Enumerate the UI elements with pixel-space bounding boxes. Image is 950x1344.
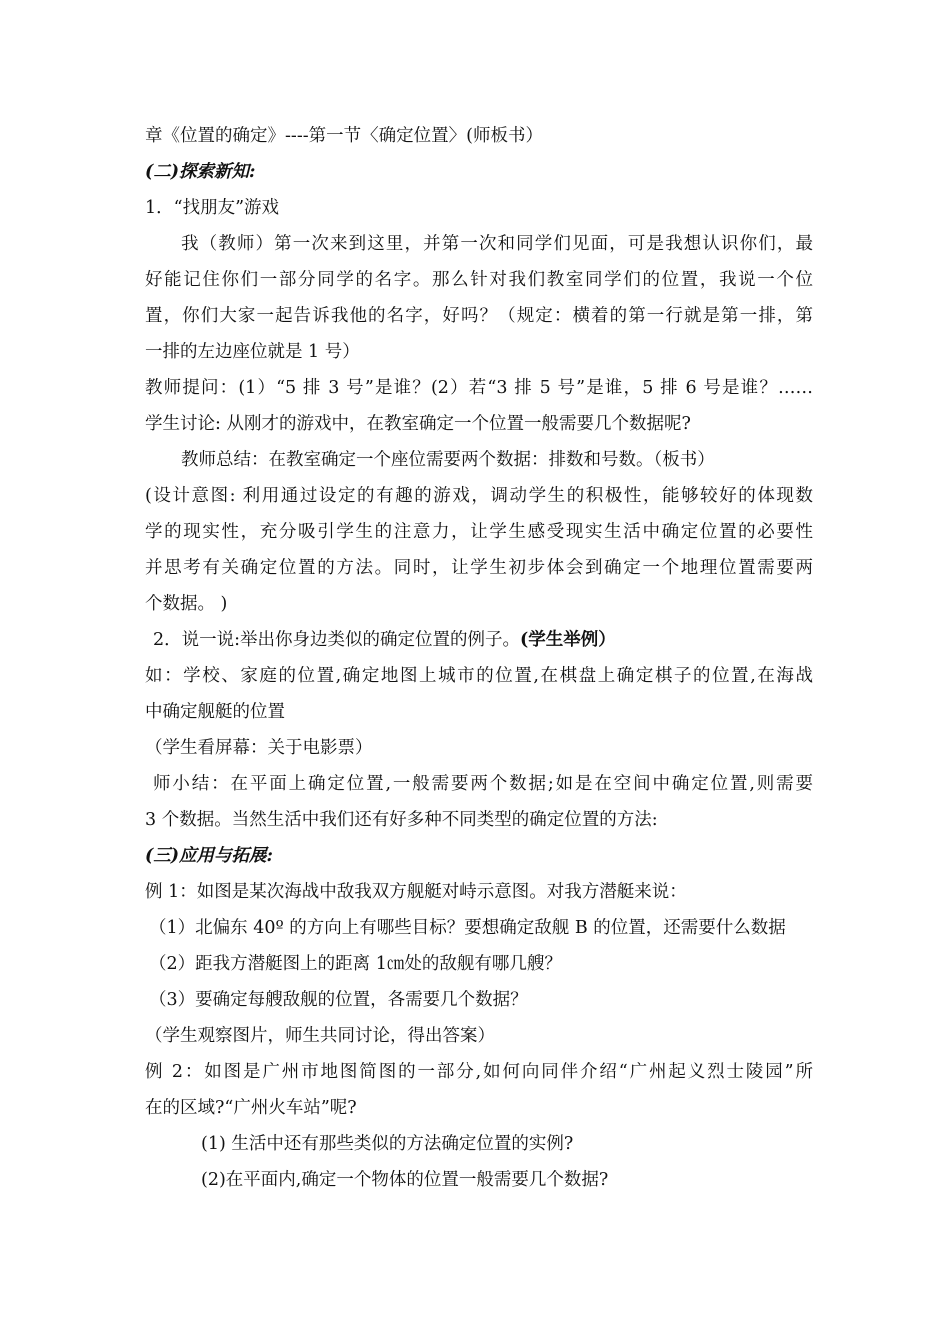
teacher-summary: 教师总结：在教室确定一个座位需要两个数据：排数和号数。（板书）	[181, 450, 715, 470]
student-examples-note: (学生举例）	[520, 630, 616, 650]
example-2-title: 在的区域?“广州火车站”呢?	[145, 1098, 357, 1118]
paragraph-line: 置，你们大家一起告诉我他的名字，好吗？（规定：横着的第一行就是第一排，第	[145, 306, 813, 326]
design-intent-line: 个数据。 )	[145, 594, 228, 614]
activity-title-find-friends: 1．“找朋友”游戏	[145, 198, 280, 218]
paragraph-line: 一排的左边座位就是 1 号）	[145, 342, 360, 362]
follow-up-question-2: (2)在平面内,确定一个物体的位置一般需要几个数据?	[201, 1170, 609, 1190]
example-2-title: 例 2：如图是广州市地图简图的一部分,如何向同伴介绍“广州起义烈士陵园”所	[145, 1062, 813, 1082]
activity-title-say	[145, 622, 813, 658]
section-heading-explore: (二)探索新知:	[145, 162, 256, 182]
section-heading-application: (三)应用与拓展:	[145, 846, 274, 866]
design-intent-line: 学的现实性，充分吸引学生的注意力，让学生感受现实生活中确定位置的必要性	[145, 522, 813, 542]
example-1-question-2: （2）距我方潜艇图上的距离 1㎝处的敌舰有哪几艘？	[149, 954, 562, 974]
example-1-question-1: （1）北偏东 40º 的方向上有哪些目标？要想确定敌舰 B 的位置，还需要什么数据	[149, 918, 786, 938]
screen-note: （学生看屏幕：关于电影票）	[145, 738, 373, 758]
observation-note: （学生观察图片，师生共同讨论，得出答案）	[145, 1026, 495, 1046]
teacher-brief-summary: 师小结：在平面上确定位置,一般需要两个数据;如是在空间中确定位置,则需要	[153, 774, 813, 794]
paragraph-line: 我（教师）第一次来到这里，并第一次和同学们见面，可是我想认识你们，最	[181, 234, 813, 254]
example-line: 如：学校、家庭的位置,确定地图上城市的位置,在棋盘上确定棋子的位置,在海战	[145, 666, 813, 686]
chapter-heading: 章《位置的确定》----第一节〈确定位置〉(师板书）	[145, 126, 543, 146]
activity-say-text: 2．说一说:举出你身边类似的确定位置的例子。	[153, 630, 521, 650]
teacher-brief-summary: 3 个数据。当然生活中我们还有好多种不同类型的确定位置的方法:	[145, 810, 658, 830]
follow-up-question-1: (1) 生活中还有那些类似的方法确定位置的实例?	[201, 1134, 574, 1154]
example-line: 中确定舰艇的位置	[145, 702, 285, 722]
teacher-question: 教师提问：(1）“5 排 3 号”是谁？(2）若“3 排 5 号”是谁，5 排 6 号是谁？……	[145, 378, 813, 398]
document-page	[145, 118, 813, 1198]
student-discussion: 学生讨论: 从刚才的游戏中，在教室确定一个位置一般需要几个数据呢?	[145, 414, 691, 434]
example-1-question-3: （3）要确定每艘敌舰的位置，各需要几个数据？	[149, 990, 528, 1010]
paragraph-line: 好能记住你们一部分同学的名字。那么针对我们教室同学们的位置，我说一个位	[145, 270, 813, 290]
example-1-title: 例 1：如图是某次海战中敌我双方舰艇对峙示意图。对我方潜艇来说：	[145, 882, 687, 902]
design-intent-line: (设计意图: 利用通过设定的有趣的游戏，调动学生的积极性，能够较好的体现数	[145, 486, 813, 506]
design-intent-line: 并思考有关确定位置的方法。同时，让学生初步体会到确定一个地理位置需要两	[145, 558, 813, 578]
